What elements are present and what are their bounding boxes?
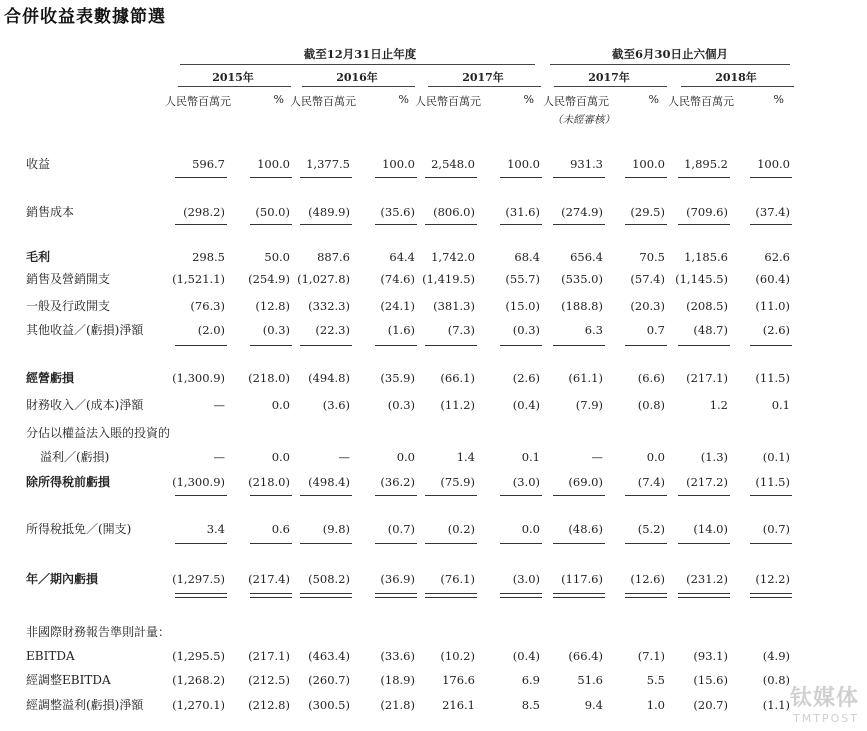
total-underline <box>300 345 352 346</box>
table-row <box>0 473 867 491</box>
unit-pct-0: % <box>273 93 284 106</box>
percent-cell: (11.5) <box>755 371 790 385</box>
row-label: 毛利 <box>26 250 51 264</box>
percent-cell: (29.5) <box>630 205 665 219</box>
total-underline <box>175 495 227 496</box>
percent-cell: (4.9) <box>762 649 790 663</box>
total-underline <box>250 177 292 178</box>
percent-cell: (12.2) <box>755 572 790 586</box>
double-underline <box>250 593 292 598</box>
percent-cell: 100.0 <box>632 157 665 171</box>
percent-cell: 64.4 <box>389 250 415 264</box>
percent-cell: (11.5) <box>755 475 790 489</box>
row-label: 所得稅抵免／(開支) <box>26 522 132 536</box>
total-underline <box>500 345 542 346</box>
total-underline <box>553 495 605 496</box>
total-underline <box>250 345 292 346</box>
table-row <box>0 321 867 339</box>
percent-cell: (1.1) <box>762 698 790 712</box>
amount-cell: (494.8) <box>308 371 350 385</box>
percent-cell: (2.6) <box>512 371 540 385</box>
amount-cell: (48.6) <box>568 522 603 536</box>
percent-cell: (218.0) <box>248 371 290 385</box>
year-header-4: 2018年 <box>715 71 757 84</box>
total-underline <box>750 495 792 496</box>
amount-cell: (1,521.1) <box>172 272 225 286</box>
total-underline <box>678 224 730 225</box>
percent-cell: (36.2) <box>380 475 415 489</box>
year-header-3: 2017年 <box>588 71 630 84</box>
percent-cell: (5.2) <box>637 522 665 536</box>
row-label: 除所得稅前虧損 <box>26 475 111 489</box>
amount-cell: 656.4 <box>570 250 603 264</box>
amount-cell: 1,185.6 <box>684 250 728 264</box>
total-underline <box>500 224 542 225</box>
row-label: 經營虧損 <box>26 371 75 385</box>
percent-cell: (57.4) <box>630 272 665 286</box>
percent-cell: (20.3) <box>630 299 665 313</box>
row-label: 分佔以權益法入賬的投資的 <box>26 426 171 440</box>
total-underline <box>553 224 605 225</box>
table-row <box>0 623 867 641</box>
total-underline <box>175 543 227 544</box>
total-underline <box>250 543 292 544</box>
unaudited-note: （未經審核） <box>552 114 615 126</box>
percent-cell: (0.4) <box>512 398 540 412</box>
amount-cell: (1,419.5) <box>422 272 475 286</box>
unit-rmb-1: 人民幣百萬元 <box>290 95 356 108</box>
double-underline <box>300 593 352 598</box>
total-underline <box>300 224 352 225</box>
amount-cell: (463.4) <box>308 649 350 663</box>
amount-cell: 2,548.0 <box>431 157 475 171</box>
amount-cell: (381.3) <box>433 299 475 313</box>
total-underline <box>553 543 605 544</box>
total-underline <box>425 224 477 225</box>
percent-cell: (0.8) <box>762 673 790 687</box>
amount-cell: (7.3) <box>447 323 475 337</box>
row-label: 財務收入／(成本)淨額 <box>26 398 144 412</box>
unit-rmb-0: 人民幣百萬元 <box>165 95 231 108</box>
percent-cell: 0.1 <box>771 398 790 412</box>
amount-cell: (217.1) <box>686 371 728 385</box>
total-underline <box>250 224 292 225</box>
percent-cell: (212.8) <box>248 698 290 712</box>
percent-cell: (217.1) <box>248 649 290 663</box>
percent-cell: (24.1) <box>380 299 415 313</box>
amount-cell: — <box>213 450 225 464</box>
table-row <box>0 248 867 266</box>
percent-cell: 68.4 <box>514 250 540 264</box>
percent-cell: (1.6) <box>387 323 415 337</box>
percent-cell: (35.6) <box>380 205 415 219</box>
percent-cell: 100.0 <box>257 157 290 171</box>
percent-cell: (7.4) <box>637 475 665 489</box>
percent-cell: (0.1) <box>762 450 790 464</box>
table-row <box>0 647 867 665</box>
page-title: 合併收益表數據節選 <box>4 7 166 27</box>
amount-cell: 176.6 <box>442 673 475 687</box>
percent-cell: 100.0 <box>382 157 415 171</box>
percent-cell: (2.6) <box>762 323 790 337</box>
double-underline <box>678 593 730 598</box>
total-underline <box>625 345 667 346</box>
table-row <box>0 396 867 414</box>
row-label: 銷售成本 <box>26 205 75 219</box>
amount-cell: (1,027.8) <box>297 272 350 286</box>
amount-cell: (76.3) <box>190 299 225 313</box>
amount-cell: (231.2) <box>686 572 728 586</box>
amount-cell: (1,145.5) <box>675 272 728 286</box>
percent-cell: (0.3) <box>387 398 415 412</box>
total-underline <box>425 177 477 178</box>
percent-cell: (60.4) <box>755 272 790 286</box>
percent-cell: 0.1 <box>521 450 540 464</box>
percent-cell: 62.6 <box>764 250 790 264</box>
unit-rmb-3: 人民幣百萬元 <box>543 95 609 108</box>
row-label: 經調整溢利(虧損)淨額 <box>26 698 144 712</box>
amount-cell: (10.2) <box>440 649 475 663</box>
year-header-0: 2015年 <box>212 71 254 84</box>
percent-cell: 5.5 <box>646 673 665 687</box>
total-underline <box>300 177 352 178</box>
table-row <box>0 203 867 221</box>
amount-cell: (274.9) <box>561 205 603 219</box>
percent-cell: (31.6) <box>505 205 540 219</box>
amount-cell: (489.9) <box>308 205 350 219</box>
percent-cell: (12.6) <box>630 572 665 586</box>
table-row <box>0 448 867 466</box>
total-underline <box>678 543 730 544</box>
total-underline <box>425 345 477 346</box>
percent-cell: 0.0 <box>271 398 290 412</box>
percent-cell: 0.7 <box>646 323 665 337</box>
amount-cell: — <box>213 398 225 412</box>
double-underline <box>175 593 227 598</box>
amount-cell: (69.0) <box>568 475 603 489</box>
amount-cell: (208.5) <box>686 299 728 313</box>
total-underline <box>500 177 542 178</box>
total-underline <box>750 177 792 178</box>
row-label: 收益 <box>26 157 51 171</box>
percent-cell: (50.0) <box>255 205 290 219</box>
amount-cell: (20.7) <box>693 698 728 712</box>
amount-cell: (76.1) <box>440 572 475 586</box>
amount-cell: 1.2 <box>709 398 728 412</box>
total-underline <box>425 495 477 496</box>
percent-cell: (3.0) <box>512 572 540 586</box>
total-underline <box>678 495 730 496</box>
year-header-2: 2017年 <box>462 71 504 84</box>
unit-pct-4: % <box>773 93 784 106</box>
group-underline-annual <box>180 64 535 65</box>
percent-cell: (3.0) <box>512 475 540 489</box>
watermark-en: TMTPOST <box>793 712 859 725</box>
amount-cell: (498.4) <box>308 475 350 489</box>
amount-cell: (260.7) <box>308 673 350 687</box>
amount-cell: 1,895.2 <box>684 157 728 171</box>
total-underline <box>625 224 667 225</box>
group-underline-interim <box>550 64 790 65</box>
watermark-cn: 钛媒体 <box>789 686 859 711</box>
row-label: 溢利／(虧損) <box>40 450 110 464</box>
unit-rmb-4: 人民幣百萬元 <box>668 95 734 108</box>
amount-cell: (3.6) <box>322 398 350 412</box>
percent-cell: 70.5 <box>639 250 665 264</box>
row-label: 經調整EBITDA <box>26 673 111 687</box>
year-underline-3 <box>554 86 667 87</box>
row-label: 年／期內虧損 <box>26 572 99 586</box>
total-underline <box>425 543 477 544</box>
double-underline <box>375 593 417 598</box>
percent-cell: (55.7) <box>505 272 540 286</box>
amount-cell: (15.6) <box>693 673 728 687</box>
amount-cell: (1,297.5) <box>172 572 225 586</box>
total-underline <box>375 543 417 544</box>
percent-cell: (217.4) <box>248 572 290 586</box>
total-underline <box>375 224 417 225</box>
percent-cell: 100.0 <box>507 157 540 171</box>
amount-cell: (332.3) <box>308 299 350 313</box>
amount-cell: (709.6) <box>686 205 728 219</box>
amount-cell: (11.2) <box>440 398 475 412</box>
amount-cell: 9.4 <box>584 698 603 712</box>
double-underline <box>500 593 542 598</box>
amount-cell: (806.0) <box>433 205 475 219</box>
percent-cell: 0.0 <box>521 522 540 536</box>
amount-cell: 216.1 <box>442 698 475 712</box>
amount-cell: 887.6 <box>317 250 350 264</box>
total-underline <box>300 543 352 544</box>
percent-cell: 0.0 <box>396 450 415 464</box>
percent-cell: 0.0 <box>646 450 665 464</box>
amount-cell: 596.7 <box>192 157 225 171</box>
table-row <box>0 696 867 714</box>
unit-rmb-2: 人民幣百萬元 <box>415 95 481 108</box>
amount-cell: (22.3) <box>315 323 350 337</box>
percent-cell: (254.9) <box>248 272 290 286</box>
table-row <box>0 671 867 689</box>
total-underline <box>175 177 227 178</box>
percent-cell: 50.0 <box>264 250 290 264</box>
amount-cell: (1,295.5) <box>172 649 225 663</box>
total-underline <box>375 495 417 496</box>
table-row <box>0 520 867 538</box>
amount-cell: (61.1) <box>568 371 603 385</box>
amount-cell: (7.9) <box>575 398 603 412</box>
watermark-logo <box>790 681 859 725</box>
amount-cell: (1.3) <box>700 450 728 464</box>
amount-cell: — <box>338 450 350 464</box>
percent-cell: (0.7) <box>387 522 415 536</box>
percent-cell: (0.3) <box>262 323 290 337</box>
total-underline <box>500 543 542 544</box>
percent-cell: (33.6) <box>380 649 415 663</box>
total-underline <box>375 345 417 346</box>
percent-cell: (36.9) <box>380 572 415 586</box>
total-underline <box>300 495 352 496</box>
year-underline-4 <box>681 86 794 87</box>
table-row <box>0 424 867 442</box>
group-header-annual: 截至12月31日止年度 <box>303 47 417 61</box>
amount-cell: (14.0) <box>693 522 728 536</box>
amount-cell: — <box>591 450 603 464</box>
table-row <box>0 570 867 588</box>
table-row <box>0 155 867 173</box>
amount-cell: (75.9) <box>440 475 475 489</box>
percent-cell: (15.0) <box>505 299 540 313</box>
percent-cell: (7.1) <box>637 649 665 663</box>
percent-cell: (212.5) <box>248 673 290 687</box>
amount-cell: 1.4 <box>456 450 475 464</box>
amount-cell: (9.8) <box>322 522 350 536</box>
year-underline-0 <box>178 86 291 87</box>
double-underline <box>425 593 477 598</box>
total-underline <box>250 495 292 496</box>
amount-cell: (508.2) <box>308 572 350 586</box>
total-underline <box>750 224 792 225</box>
table-row <box>0 369 867 387</box>
double-underline <box>750 593 792 598</box>
percent-cell: (21.8) <box>380 698 415 712</box>
percent-cell: (0.3) <box>512 323 540 337</box>
percent-cell: 0.6 <box>271 522 290 536</box>
amount-cell: (1,268.2) <box>172 673 225 687</box>
amount-cell: (48.7) <box>693 323 728 337</box>
total-underline <box>553 177 605 178</box>
total-underline <box>750 543 792 544</box>
percent-cell: (35.9) <box>380 371 415 385</box>
percent-cell: (12.8) <box>255 299 290 313</box>
total-underline <box>625 543 667 544</box>
percent-cell: (74.6) <box>380 272 415 286</box>
amount-cell: (66.4) <box>568 649 603 663</box>
year-header-1: 2016年 <box>336 71 378 84</box>
total-underline <box>500 495 542 496</box>
group-header-interim: 截至6月30日止六個月 <box>611 47 728 61</box>
total-underline <box>678 345 730 346</box>
amount-cell: (300.5) <box>308 698 350 712</box>
amount-cell: (0.2) <box>447 522 475 536</box>
amount-cell: 3.4 <box>206 522 225 536</box>
year-underline-2 <box>428 86 541 87</box>
amount-cell: 931.3 <box>570 157 603 171</box>
total-underline <box>625 495 667 496</box>
amount-cell: (117.6) <box>561 572 603 586</box>
amount-cell: (93.1) <box>693 649 728 663</box>
amount-cell: (298.2) <box>183 205 225 219</box>
percent-cell: 100.0 <box>757 157 790 171</box>
unit-pct-2: % <box>523 93 534 106</box>
total-underline <box>678 177 730 178</box>
row-label: 銷售及營銷開支 <box>26 272 111 286</box>
total-underline <box>625 177 667 178</box>
unit-pct-1: % <box>398 93 409 106</box>
percent-cell: (0.7) <box>762 522 790 536</box>
amount-cell: (535.0) <box>561 272 603 286</box>
percent-cell: (218.0) <box>248 475 290 489</box>
year-underline-1 <box>302 86 415 87</box>
amount-cell: (1,270.1) <box>172 698 225 712</box>
total-underline <box>750 345 792 346</box>
row-label: 其他收益／(虧損)淨額 <box>26 323 144 337</box>
unit-pct-3: % <box>648 93 659 106</box>
double-underline <box>625 593 667 598</box>
row-label: 非國際財務報告準則計量： <box>26 625 171 639</box>
percent-cell: 8.5 <box>521 698 540 712</box>
percent-cell: (6.6) <box>637 371 665 385</box>
amount-cell: (66.1) <box>440 371 475 385</box>
percent-cell: 6.9 <box>521 673 540 687</box>
total-underline <box>175 345 227 346</box>
amount-cell: 51.6 <box>577 673 603 687</box>
amount-cell: (1,300.9) <box>172 475 225 489</box>
total-underline <box>553 345 605 346</box>
table-row <box>0 297 867 315</box>
percent-cell: (37.4) <box>755 205 790 219</box>
amount-cell: 298.5 <box>192 250 225 264</box>
amount-cell: (188.8) <box>561 299 603 313</box>
row-label: 一般及行政開支 <box>26 299 111 313</box>
percent-cell: 0.0 <box>271 450 290 464</box>
percent-cell: 1.0 <box>646 698 665 712</box>
amount-cell: 1,377.5 <box>306 157 350 171</box>
percent-cell: (0.4) <box>512 649 540 663</box>
percent-cell: (11.0) <box>755 299 790 313</box>
percent-cell: (18.9) <box>380 673 415 687</box>
amount-cell: (217.2) <box>686 475 728 489</box>
amount-cell: (1,300.9) <box>172 371 225 385</box>
double-underline <box>553 593 605 598</box>
amount-cell: 6.3 <box>584 323 603 337</box>
total-underline <box>375 177 417 178</box>
total-underline <box>175 224 227 225</box>
amount-cell: (2.0) <box>197 323 225 337</box>
table-row <box>0 270 867 288</box>
row-label: EBITDA <box>26 649 75 663</box>
percent-cell: (0.8) <box>637 398 665 412</box>
amount-cell: 1,742.0 <box>431 250 475 264</box>
